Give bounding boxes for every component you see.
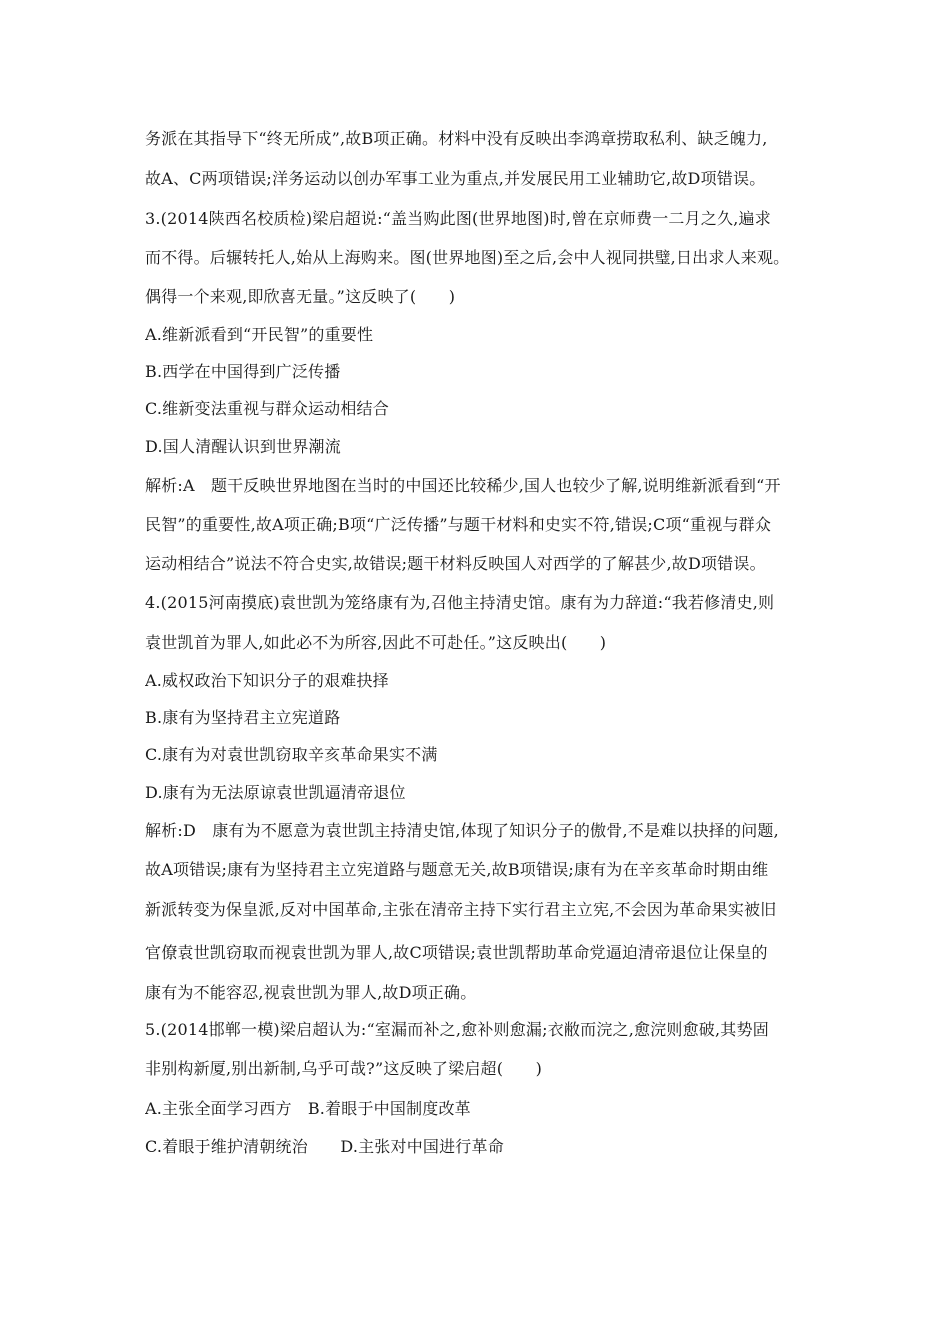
- text-line: 故A项错误;康有为坚持君主立宪道路与题意无关,故B项错误;康有为在辛亥革命时期由维: [145, 860, 769, 879]
- analysis-text: 解析:D 康有为不愿意为袁世凯主持清史馆,体现了知识分子的傲骨,不是难以抉择的问题,: [145, 821, 779, 840]
- text-line: 官僚袁世凯窃取而视袁世凯为罪人,故C项错误;袁世凯帮助革命党逼迫清帝退位让保皇的: [145, 943, 768, 962]
- question-3-stem: 3.(2014陕西名校质检)梁启超说:“盖当购此图(世界地图)时,曾在京师费一二月之久,遍求: [145, 209, 771, 228]
- option-c: C.维新变法重视与群众运动相结合: [145, 399, 389, 418]
- text-line: 袁世凯首为罪人,如此必不为所容,因此不可赴任。”这反映出( ): [145, 633, 607, 652]
- question-4-stem: 4.(2015河南摸底)袁世凯为笼络康有为,召他主持清史馆。康有为力辞道:“我若修清史,则: [145, 593, 775, 612]
- option-a: A.威权政治下知识分子的艰难抉择: [145, 671, 389, 690]
- option-d: D.康有为无法原谅袁世凯逼清帝退位: [145, 783, 406, 802]
- option-b: B.西学在中国得到广泛传播: [145, 362, 341, 381]
- text-line: 偶得一个来观,即欣喜无量。”这反映了( ): [145, 287, 456, 306]
- text-line: 务派在其指导下“终无所成”,故B项正确。材料中没有反映出李鸿章捞取私利、缺乏魄力,: [145, 129, 768, 148]
- question-5-stem: 5.(2014邯郸一模)梁启超认为:“室漏而补之,愈补则愈漏;衣敝而浣之,愈浣则愈破,其势固: [145, 1020, 769, 1039]
- options-c-d: C.着眼于维护清朝统治 D.主张对中国进行革命: [145, 1137, 504, 1156]
- text-line: 新派转变为保皇派,反对中国革命,主张在清帝主持下实行君主立宪,不会因为革命果实被旧: [145, 900, 777, 919]
- text-line: 而不得。后辗转托人,始从上海购来。图(世界地图)至之后,会中人视同拱璧,日出求人来观。: [145, 248, 790, 267]
- option-c: C.康有为对袁世凯窃取辛亥革命果实不满: [145, 745, 438, 764]
- option-d: D.国人清醒认识到世界潮流: [145, 437, 341, 456]
- text-line: 民智”的重要性,故A项正确;B项“广泛传播”与题干材料和史实不符,错误;C项“重视与群众: [145, 515, 772, 534]
- analysis-text: 解析:A 题干反映世界地图在当时的中国还比较稀少,国人也较少了解,说明维新派看到“开: [145, 476, 781, 495]
- options-a-b: A.主张全面学习西方 B.着眼于中国制度改革: [145, 1099, 471, 1118]
- option-b: B.康有为坚持君主立宪道路: [145, 708, 341, 727]
- text-line: 故A、C两项错误;洋务运动以创办军事工业为重点,并发展民用工业辅助它,故D项错误。: [145, 169, 766, 188]
- option-a: A.维新派看到“开民智”的重要性: [145, 325, 374, 344]
- text-line: 运动相结合”说法不符合史实,故错误;题干材料反映国人对西学的了解甚少,故D项错误。: [145, 554, 766, 573]
- text-line: 康有为不能容忍,视袁世凯为罪人,故D项正确。: [145, 983, 477, 1002]
- text-line: 非别构新厦,别出新制,乌乎可哉?”这反映了梁启超( ): [145, 1059, 543, 1078]
